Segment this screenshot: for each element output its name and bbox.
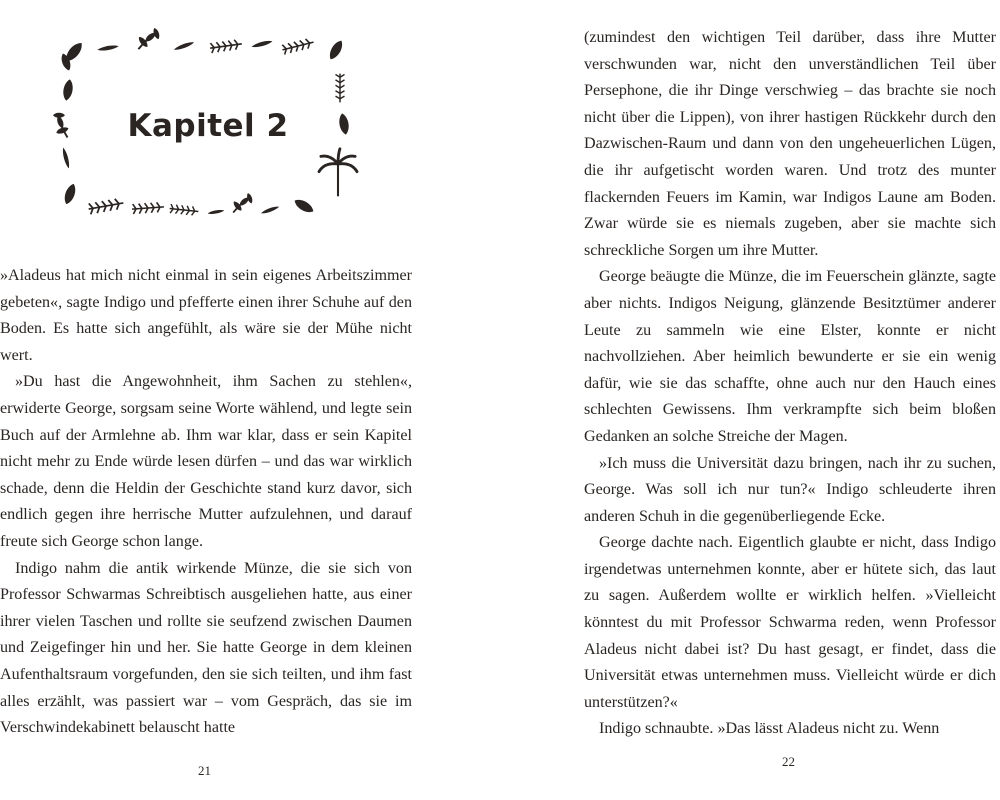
left-page (0, 0, 412, 800)
paragraph: Indigo schnaubte. »Das lässt Aladeus nicht zu. Wenn (599, 720, 940, 738)
paragraph: George beäugte die Münze, die im Feuerschein glänzte, sagte aber nichts. Indigos Neigung, glänzende Besitztümer anderer Leute zu sammeln wie eine Elster, konnte er nicht nachvollziehen. Aber heimlich bewunderte er sie ein wenig dafür, wie sie das schaffte, ohne auch nur den Hauch eines schlechten Gewissens. Ihm verkrampfte sich beim bloßen Gedanken an solche Streiche der Magen. (584, 268, 996, 445)
right-page-body (584, 25, 996, 743)
paragraph: »Aladeus hat mich nicht einmal in sein eigenes Arbeitszimmer gebeten«, sagte Indigo und pfefferte einen ihrer Schuhe auf den Boden. Es hatte sich angefühlt, als wäre sie der Mühe nicht wert. (0, 267, 412, 364)
paragraph: Indigo nahm die antik wirkende Münze, die sie sich von Professor Schwarmas Schreibtisch ausgeliehen hatte, aus einer ihrer vielen Taschen und rollte sie seufzend zwischen Daumen und Zeigefinger hin und her. Sie hatte George in dem kleinen Aufenthaltsraum vorgefunden, den sie sich teilten, und ihm fast alles erzählt, was passiert war – vom Gespräch, das sie im Verschwindekabinett belauscht hatte (0, 559, 412, 737)
chapter-title: Kapitel 2 (127, 108, 289, 144)
page-number: 21 (198, 763, 211, 778)
paragraph: »Ich muss die Universität dazu bringen, nach ihr zu suchen, George. Was soll ich nur tun?« Indigo schleuderte ihren anderen Schuh in die gegenüberliegende Ecke. (584, 454, 996, 525)
paragraph: George dachte nach. Eigentlich glaubte er nicht, dass Indigo irgendetwas unternehmen konnte, aber er hütete sich, das laut zu sagen. Außerdem wollte er wirklich helfen. »Vielleicht könntest du mit Professor Schwarma reden, wenn Professor Aladeus nicht dabei ist? Du hast gesagt, er findet, dass die Universität etwas unternehmen muss. Vielleicht würde er dich unterstützen?« (584, 534, 996, 711)
page-number: 22 (782, 754, 795, 769)
right-page (584, 0, 996, 800)
paragraph: (zumindest den wichtigen Teil darüber, dass ihre Mutter verschwunden war, nicht den unverständlichen Teil über Persephone, die ihr Dinge verschwieg – das brachte sie noch nicht über die Lippen), von ihrer hastigen Rückkehr durch den Dazwischen-Raum und dann von den ungeheuerlichen Lügen, die ihr aufgetischt worden waren. Und trotz des munter flackernden Feuers im Kamin, war Indigos Laune am Boden. Zwar würde sie es niemals zugeben, aber sie machte sich schreckliche Sorgen um ihre Mutter. (584, 29, 996, 259)
paragraph: »Du hast die Angewohnheit, ihm Sachen zu stehlen«, erwiderte George, sorgsam seine Worte wählend, und legte sein Buch auf der Armlehne ab. Ihm war klar, dass er sein Kapitel nicht mehr zu Ende würde lesen dürfen – und das war wirklich schade, denn die Heldin der Geschichte stand kurz davor, sich endlich gegen ihre herrische Mutter aufzulehnen, und darauf freute sich George schon lange. (0, 373, 412, 550)
left-page-body (0, 263, 412, 742)
